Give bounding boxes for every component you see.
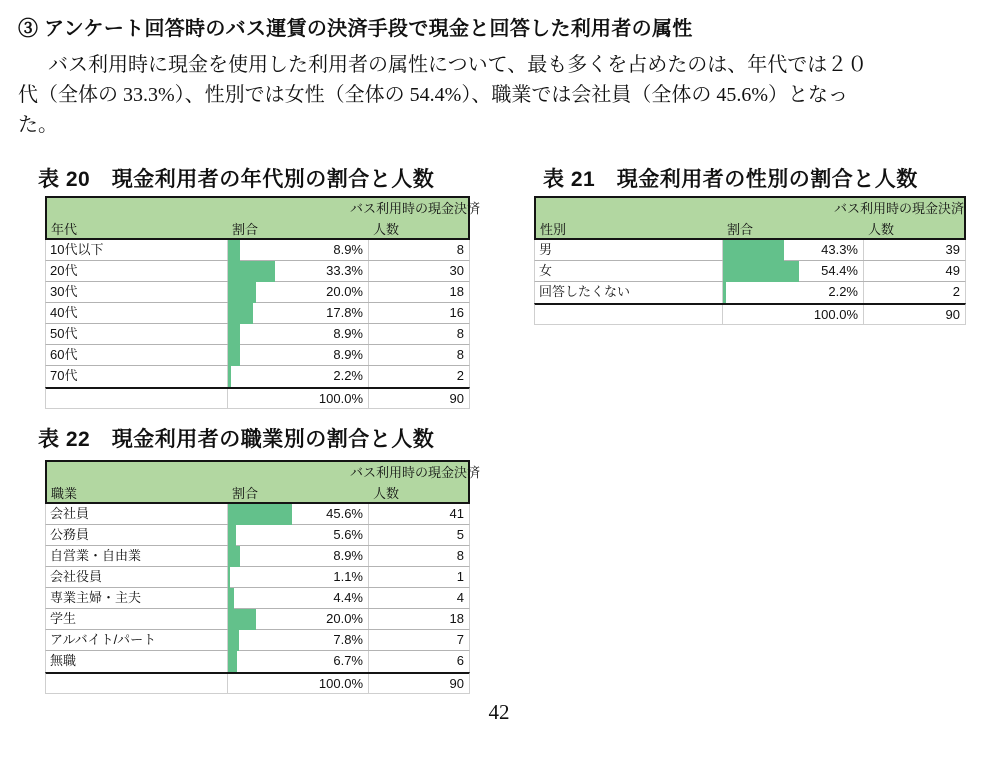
table-row [45,651,470,672]
header-label-row [536,220,964,238]
row-label: 女 [539,263,553,278]
data-bar [228,261,275,282]
percent-value: 8.9% [333,242,363,257]
total-count: 90 [368,674,469,693]
data-bar [228,588,234,609]
percent-value: 4.4% [333,590,363,605]
percent-value: 45.6% [326,506,363,521]
row-label: アルバイト/パート [50,632,157,647]
count-cell: 8 [368,324,469,344]
percent-cell [227,345,368,365]
count-cell: 18 [368,609,469,629]
percent-value: 1.1% [333,569,363,584]
data-bar [228,366,231,387]
header-spacer [47,462,158,484]
table-row [45,630,470,651]
percent-value: 5.6% [333,527,363,542]
count-cell: 18 [368,282,469,302]
percent-cell [227,366,368,387]
table-row [45,546,470,567]
header-label-row [47,220,468,238]
data-bar [228,324,240,345]
row-label: 60代 [50,347,78,362]
column-header: 人数 [868,222,895,237]
percent-cell [227,504,368,524]
percent-cell [722,240,863,260]
page-number: 42 [488,700,510,724]
span-header-label: バス利用時の現金決済 [349,465,480,480]
total-percent: 100.0% [227,389,368,408]
data-bar [228,651,237,672]
paragraph-line: た。 [18,114,58,136]
table-row [45,609,470,630]
data-bar [228,240,240,261]
percent-cell [227,282,368,302]
row-label: 会社役員 [50,569,103,584]
table-21-gender-breakdown [534,196,966,325]
count-cell: 6 [368,651,469,672]
count-cell: 8 [368,345,469,365]
count-cell: 1 [368,567,469,587]
column-header: 人数 [373,486,400,501]
percent-value: 33.3% [326,263,363,278]
percent-cell [227,567,368,587]
percent-cell [722,282,863,303]
data-bar [228,567,230,588]
percent-value: 17.8% [326,305,363,320]
total-row [45,672,470,694]
percent-value: 7.8% [333,632,363,647]
table-row [45,525,470,546]
total-count: 90 [368,389,469,408]
table-row [45,345,470,366]
count-cell: 4 [368,588,469,608]
percent-cell [227,303,368,323]
row-label: 男 [539,242,553,257]
row-label: 回答したくない [539,284,631,299]
paragraph-line: 代（全体の 33.3%）、性別では女性（全体の 54.4%）、職業では会社員（全体の 45.6%）となっ [18,84,848,106]
row-label: 70代 [50,368,78,383]
span-header-label: バス利用時の現金決済 [833,201,964,216]
percent-cell [227,630,368,650]
count-cell: 2 [368,366,469,387]
header-spacer [536,198,648,220]
header-span-row [47,198,480,220]
count-cell: 8 [368,240,469,260]
percent-cell [227,588,368,608]
column-header: 年代 [51,222,78,237]
row-label: 50代 [50,326,78,341]
total-percent: 100.0% [722,305,863,324]
data-bar [228,609,256,630]
table-row [45,366,470,387]
count-cell: 49 [863,261,965,281]
count-cell: 8 [368,546,469,566]
table-22-title: 表 22 現金利用者の職業別の割合と人数 [38,428,435,451]
data-bar [228,345,240,366]
table-row [45,282,470,303]
row-label: 10代以下 [50,242,104,257]
row-label: 20代 [50,263,78,278]
table-22-occupation-breakdown [45,460,480,694]
data-bar [723,240,784,261]
column-header: 性別 [540,222,567,237]
data-bar [723,282,726,303]
percent-cell [227,525,368,545]
column-header: 割合 [727,222,754,237]
column-header: 割合 [232,222,259,237]
section-heading: ③ アンケート回答時のバス運賃の決済手段で現金と回答した利用者の属性 [18,18,693,40]
count-cell: 39 [863,240,965,260]
data-bar [228,630,239,651]
total-count: 90 [863,305,965,324]
data-bar [228,282,256,303]
row-label: 40代 [50,305,78,320]
percent-value: 20.0% [326,611,363,626]
percent-cell [722,261,863,281]
table-row [45,261,470,282]
total-row [534,303,966,325]
header-spacer [47,198,158,220]
table-row [45,504,470,525]
column-header: 割合 [232,486,259,501]
count-cell: 16 [368,303,469,323]
row-label: 無職 [50,653,77,668]
paragraph-line: バス利用時に現金を使用した利用者の属性について、最も多くを占めたのは、年代では２０ [48,54,868,76]
percent-cell [227,261,368,281]
percent-cell [227,324,368,344]
row-label: 自営業・自由業 [50,548,142,563]
percent-cell [227,546,368,566]
percent-cell [227,240,368,260]
table-20-title: 表 20 現金利用者の年代別の割合と人数 [38,168,435,191]
count-cell: 2 [863,282,965,303]
count-cell: 5 [368,525,469,545]
data-bar [228,525,236,546]
header-span-row [536,198,964,220]
percent-value: 43.3% [821,242,858,257]
table-row [534,261,966,282]
table-row [45,240,470,261]
table-row [45,567,470,588]
count-cell: 30 [368,261,469,281]
row-label: 会社員 [50,506,90,521]
total-empty-cell [535,305,722,324]
percent-value: 2.2% [333,368,363,383]
row-label: 専業主婦・主夫 [50,590,142,605]
table-row [45,303,470,324]
body-paragraph [18,50,968,140]
percent-value: 20.0% [326,284,363,299]
total-empty-cell [46,674,227,693]
data-bar [723,261,799,282]
row-label: 公務員 [50,527,90,542]
column-header: 職業 [51,486,78,501]
table-row [45,324,470,345]
percent-value: 6.7% [333,653,363,668]
row-label: 30代 [50,284,78,299]
total-row [45,387,470,409]
table-row [534,240,966,261]
percent-value: 54.4% [821,263,858,278]
table-header [45,196,480,240]
percent-value: 8.9% [333,326,363,341]
header-span-row [47,462,480,484]
percent-cell [227,609,368,629]
data-bar [228,303,253,324]
span-header-label: バス利用時の現金決済 [349,201,480,216]
data-bar [228,546,240,567]
header-label-row [47,484,468,502]
table-header [45,460,480,504]
percent-value: 2.2% [828,284,858,299]
table-20-age-breakdown [45,196,480,409]
total-percent: 100.0% [227,674,368,693]
row-label: 学生 [50,611,77,626]
total-empty-cell [46,389,227,408]
count-cell: 41 [368,504,469,524]
table-header [534,196,966,240]
table-row [534,282,966,303]
percent-cell [227,651,368,672]
column-header: 人数 [373,222,400,237]
data-bar [228,504,292,525]
count-cell: 7 [368,630,469,650]
percent-value: 8.9% [333,548,363,563]
percent-value: 8.9% [333,347,363,362]
table-row [45,588,470,609]
table-21-title: 表 21 現金利用者の性別の割合と人数 [543,168,918,191]
